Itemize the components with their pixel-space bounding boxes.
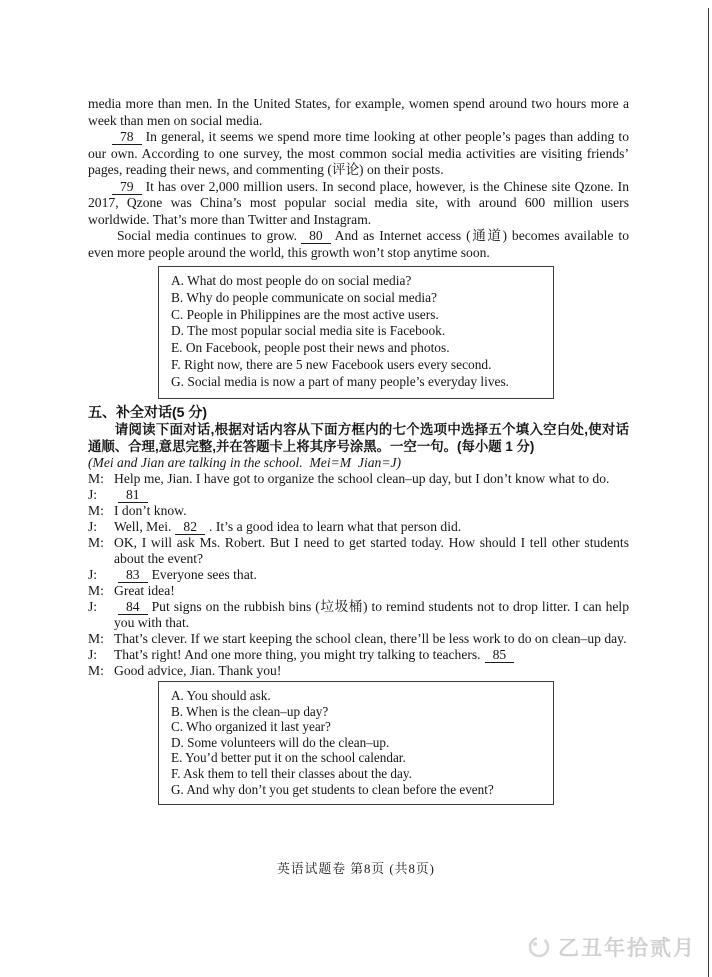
option-item-b: B. When is the clean–up day? (171, 703, 329, 719)
speaker-label: M: (88, 503, 104, 519)
section-five-instructions: 请阅读下面对话,根据对话内容从下面方框内的七个选项中选择五个填入空白处,使对话通顺、合理,意思完整,并在答题卡上将其序号涂黑。一空一句。(每小题 1 分) (88, 421, 629, 454)
option-item-c: C. People in Philippines are the most active users. (171, 306, 439, 322)
dialogue-text: I don’t know. (114, 503, 187, 519)
dialogue-text: That’s right! And one more thing, you might try talking to teachers. (114, 647, 481, 663)
speaker-label: J: (88, 519, 98, 535)
blank-80: 80 (301, 229, 331, 244)
passage-paragraph-4 (88, 228, 629, 261)
speaker-label: J: (88, 599, 98, 615)
speaker-label: M: (88, 583, 104, 599)
dialogue-line-3 (88, 503, 629, 519)
option-item-e: E. On Facebook, people post their news and photos. (171, 340, 450, 356)
option-item-b: B. Why do people communicate on social media? (171, 289, 438, 305)
dialogue-line-2 (88, 487, 629, 503)
dialogue-text: Put signs on the rubbish bins (垃圾桶) to remind students not to drop litter. I can help you with that. (114, 599, 629, 631)
passage-paragraph-2 (88, 129, 629, 179)
stage-direction: (Mei and Jian are talking in the school. Mei=M Jian=J) (88, 454, 402, 470)
dialogue-text: Good advice, Jian. Thank you! (114, 663, 282, 679)
dialogue-text: OK, I will ask Ms. Robert. But I need to get started today. How should I tell other students about the event? (114, 535, 629, 567)
speaker-label: M: (88, 663, 104, 679)
dialogue-text: That’s clever. If we start keeping the school clean, there’ll be less work to do on clean–up day. (114, 631, 627, 647)
dialogue-line-9 (88, 631, 629, 647)
scan-edge-line (708, 8, 709, 977)
blank-78: 78 (112, 130, 142, 145)
option-item-d: D. The most popular social media site is Facebook. (171, 323, 446, 339)
blank-84: 84 (118, 600, 148, 615)
option-item-f: F. Right now, there are 5 new Facebook users every second. (171, 356, 492, 372)
dialogue-text: Great idea! (114, 583, 175, 599)
watermark-text: 乙丑年拾贰月 (558, 937, 696, 960)
speaker-label: M: (88, 471, 104, 487)
speaker-label: J: (88, 647, 98, 663)
dialogue-line-10 (88, 647, 629, 663)
dialogue-text: Help me, Jian. I have got to organize the school clean–up day, but I don’t know what to do. (114, 471, 610, 487)
dialogue-line-8 (88, 599, 629, 631)
option-item-c: C. Who organized it last year? (171, 719, 331, 735)
passage-text: media more than men. In the United States, for example, women spend around two hours more a week than men on social media. (88, 96, 629, 128)
passage-paragraph-1 (88, 96, 629, 129)
option-item-a: A. What do most people do on social media? (171, 273, 412, 288)
option-item-d: D. Some volunteers will do the clean–up. (171, 734, 390, 750)
dialogue-line-7 (88, 583, 629, 599)
passage-paragraph-3 (88, 179, 629, 229)
speaker-label: J: (88, 567, 98, 583)
dialogue-line-11 (88, 663, 629, 679)
dialogue-line-5 (88, 535, 629, 567)
page-footer: 英语试题卷 第8页 (共8页) (277, 862, 435, 876)
section-five-title: 五、补全对话(5 分) (88, 403, 207, 420)
blank-81: 81 (118, 488, 148, 503)
passage-text: In general, it seems we spend more time looking at other people’s pages than adding to our own. According to one survey, the most common social media activities are visiting friends’ pages, reading their news, and commenting (评论) on their posts. (88, 129, 629, 177)
passage-text: And as Internet access (通道) becomes available to even more people around the world, this growth won’t stop anytime soon. (88, 228, 629, 260)
page-content (88, 96, 629, 805)
options-box-81-85 (158, 681, 554, 805)
options-box-78-80 (158, 266, 554, 399)
watermark-logo-icon (526, 934, 552, 960)
blank-85: 85 (485, 648, 515, 663)
option-item-f: F. Ask them to tell their classes about the day. (171, 766, 412, 782)
blank-82: 82 (175, 520, 205, 535)
speaker-label: J: (88, 487, 98, 503)
option-item-a: A. You should ask. (171, 688, 271, 704)
dialogue-text: . It’s a good idea to learn what that person did. (209, 519, 462, 535)
watermark (526, 932, 696, 962)
passage-text: Social media continues to grow. (117, 228, 298, 243)
dialogue-line-6 (88, 567, 629, 583)
dialogue-line-1 (88, 471, 629, 487)
dialogue-text: Well, Mei. (114, 519, 172, 535)
dialogue-text: Everyone sees that. (151, 567, 257, 583)
passage-text: It has over 2,000 million users. In second place, however, is the Chinese site Qzone. In 2017, Qzone was China’s most popular social media site, with around 600 million users worldwide. That’s more than Twitter and Instagram. (88, 178, 629, 227)
speaker-label: M: (88, 535, 104, 551)
blank-79: 79 (112, 180, 142, 195)
blank-83: 83 (118, 568, 148, 583)
option-item-g: G. Social media is now a part of many people’s everyday lives. (171, 373, 510, 389)
speaker-label: M: (88, 631, 104, 647)
option-item-g: G. And why don’t you get students to clean before the event? (171, 781, 494, 797)
dialogue-line-4 (88, 519, 629, 535)
option-item-e: E. You’d better put it on the school calendar. (171, 750, 406, 766)
